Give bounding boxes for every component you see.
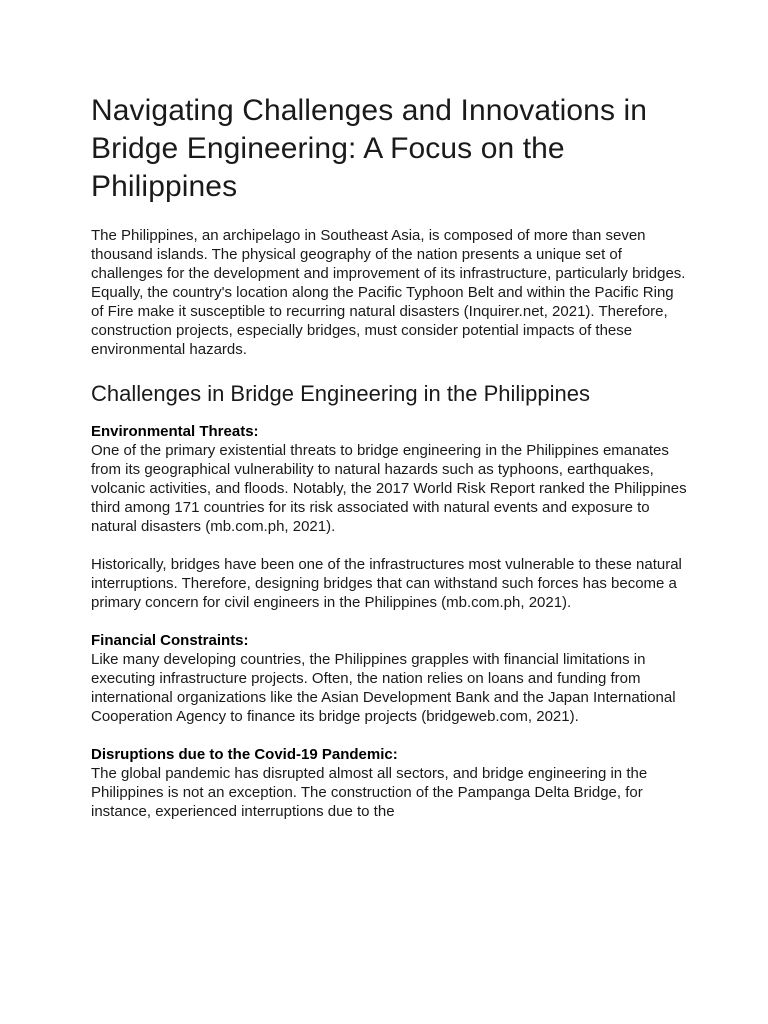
subsection-heading: Environmental Threats: xyxy=(91,423,259,440)
document-page xyxy=(91,92,687,821)
subsection-financial-constraints xyxy=(91,631,687,726)
subsection-environmental-threats xyxy=(91,422,687,612)
subsection-covid-disruptions xyxy=(91,745,687,821)
section-heading: Challenges in Bridge Engineering in the Philippines xyxy=(91,381,590,406)
paragraph-gap xyxy=(91,536,687,555)
document-title: Navigating Challenges and Innovations in Bridge Engineering: A Focus on the Philippines xyxy=(91,94,648,203)
subsection-heading: Disruptions due to the Covid-19 Pandemic: xyxy=(91,746,398,763)
subsection-paragraph: Historically, bridges have been one of the infrastructures most vulnerable to these natural interruptions. Therefore, designing bridges that can withstand such forces has become a primary concern for civil engineers in the Philippines (mb.com.ph, 2021). xyxy=(91,556,682,611)
subsection-paragraph: One of the primary existential threats to bridge engineering in the Philippines emanates from its geographical vulnerability to natural hazards such as typhoons, earthquakes, volcanic activities, and floods. Notably, the 2017 World Risk Report ranked the Philippines third among 171 countries for its risk associated with natural events and exposure to natural disasters (mb.com.ph, 2021). xyxy=(91,442,687,535)
intro-paragraph: The Philippines, an archipelago in Southeast Asia, is composed of more than seven thousand islands. The physical geography of the nation presents a unique set of challenges for the development and improvement of its infrastructure, particularly bridges. Equally, the country's location along the Pacific Typhoon Belt and within the Pacific Ring of Fire make it susceptible to recurring natural disasters (Inquirer.net, 2021). Therefore, construction projects, especially bridges, must consider potential impacts of these environmental hazards. xyxy=(91,227,686,358)
subsection-paragraph: Like many developing countries, the Philippines grapples with financial limitations in executing infrastructure projects. Often, the nation relies on loans and funding from international organizations like the Asian Development Bank and the Japan International Cooperation Agency to finance its bridge projects (bridgeweb.com, 2021). xyxy=(91,651,676,725)
subsection-heading: Financial Constraints: xyxy=(91,632,249,649)
subsection-paragraph: The global pandemic has disrupted almost all sectors, and bridge engineering in the Philippines is not an exception. The construction of the Pampanga Delta Bridge, for instance, experienced interruptions due to the xyxy=(91,765,648,820)
